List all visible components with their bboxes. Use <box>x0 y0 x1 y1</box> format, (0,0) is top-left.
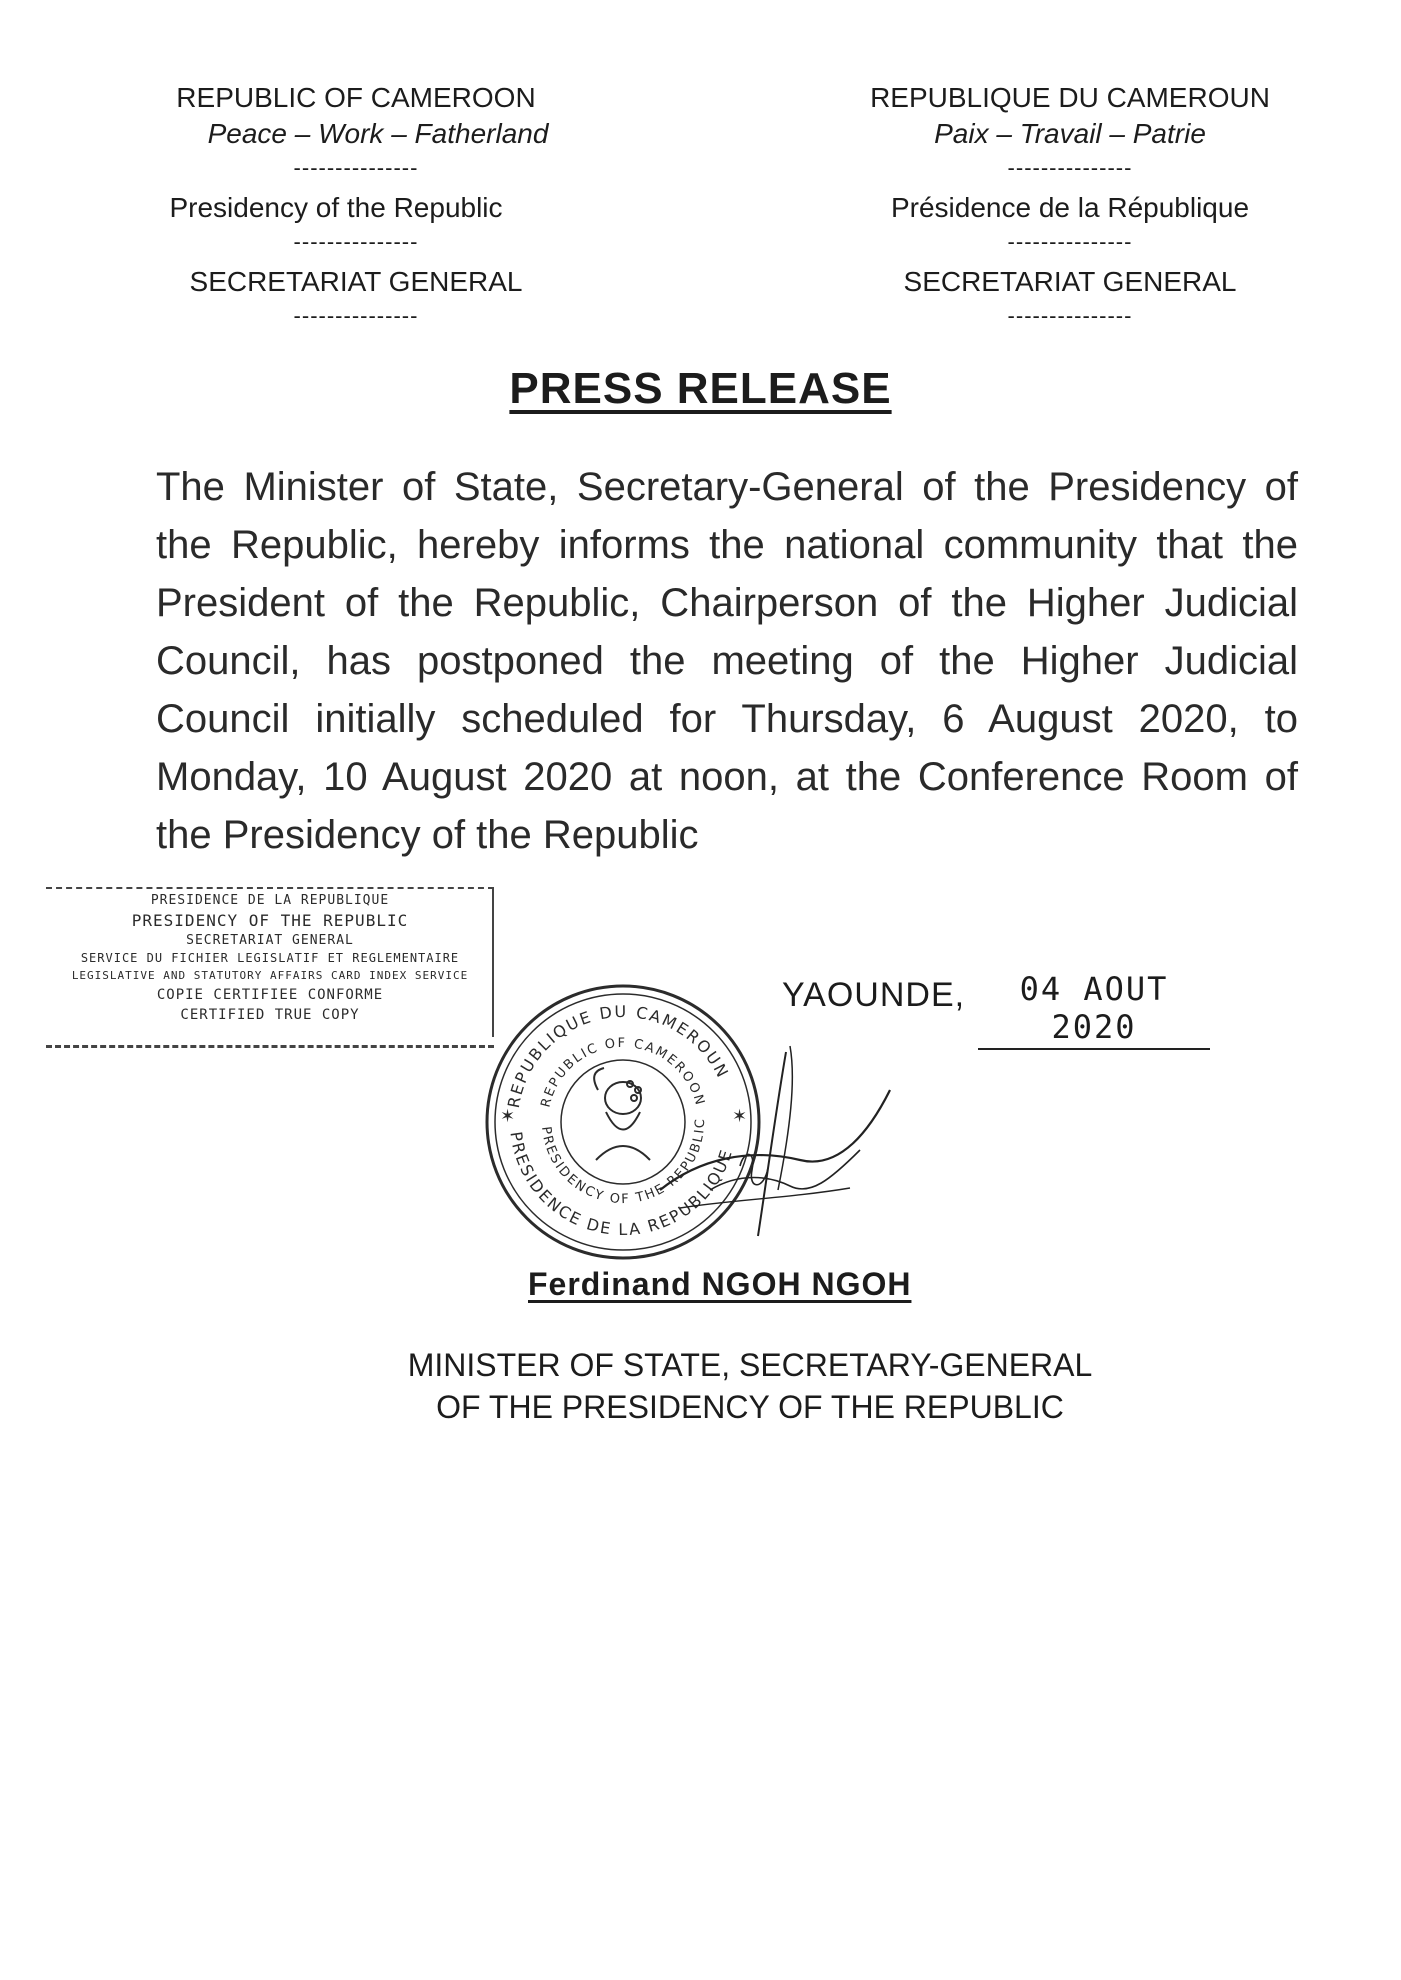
handwritten-signature-icon <box>640 1040 900 1260</box>
stamp-line: LEGISLATIVE AND STATUTORY AFFAIRS CARD INDEX SERVICE <box>71 969 469 982</box>
secretariat-en: SECRETARIAT GENERAL <box>189 266 523 297</box>
certified-copy-stamp <box>46 887 494 1047</box>
stamp-dashed-rule <box>46 1045 494 1048</box>
seal-outer-bottom-text: PRESIDENCE DE LA REPUBLIQUE <box>506 1130 737 1240</box>
signatory-title <box>300 1344 1200 1428</box>
signatory-title-line2: OF THE PRESIDENCY OF THE REPUBLIC <box>436 1389 1064 1425</box>
seal-inner-top-text: REPUBLIC OF CAMEROON <box>538 1035 708 1110</box>
presidency-fr: Présidence de la République <box>890 192 1250 223</box>
header-separator: --------------- <box>293 155 419 180</box>
stamp-line: PRESIDENCY OF THE REPUBLIC <box>131 911 409 930</box>
press-release-title: PRESS RELEASE <box>509 364 892 413</box>
header-separator: --------------- <box>293 303 419 328</box>
stamp-line: COPIE CERTIFIEE CONFORME <box>156 987 384 1003</box>
svg-text:✶: ✶ <box>732 1106 748 1126</box>
presidency-en: Presidency of the Republic <box>169 192 503 223</box>
stamp-line: PRESIDENCE DE LA REPUBLIQUE <box>150 893 390 908</box>
header-separator: --------------- <box>1007 155 1133 180</box>
header-separator: --------------- <box>1007 229 1133 254</box>
dateline-place: YAOUNDE, <box>782 976 966 1014</box>
motto-fr: Paix – Travail – Patrie <box>934 118 1206 149</box>
seal-inner-bottom-text: PRESIDENCY OF THE REPUBLIC <box>538 1117 709 1208</box>
stamp-line: SERVICE DU FICHIER LEGISLATIF ET REGLEMENTAIRE <box>80 951 460 965</box>
dateline-date-stamp: 04 AOUT 2020 <box>978 970 1210 1050</box>
header-english <box>96 80 616 338</box>
stamp-line: SECRETARIAT GENERAL <box>186 933 354 948</box>
signatory-title-line1: MINISTER OF STATE, SECRETARY-GENERAL <box>407 1347 1093 1383</box>
country-name-fr: REPUBLIQUE DU CAMEROUN <box>870 82 1270 113</box>
svg-text:✶: ✶ <box>500 1106 516 1126</box>
header-separator: --------------- <box>1007 303 1133 328</box>
country-name-en: REPUBLIC OF CAMEROON <box>176 82 536 113</box>
secretariat-fr: SECRETARIAT GENERAL <box>903 266 1237 297</box>
header-french <box>810 80 1330 338</box>
motto-en: Peace – Work – Fatherland <box>207 118 549 149</box>
stamp-line: CERTIFIED TRUE COPY <box>180 1007 360 1023</box>
seal-outer-top-text: REPUBLIQUE DU CAMEROUN <box>503 1001 733 1110</box>
header-separator: --------------- <box>293 229 419 254</box>
press-release-body: The Minister of State, Secretary-General of the Presidency of the Republic, hereby informs the national community that the President of the Republic, Chairperson of the Higher Judicial Council, has postponed the meeting of the Higher Judicial Council initially scheduled for Thursday, 6 August 2020, to Monday, 10 August 2020 at noon, at the Conference Room of the Presidency of the Republic <box>156 465 1298 857</box>
signatory-name: Ferdinand NGOH NGOH <box>528 1266 912 1302</box>
